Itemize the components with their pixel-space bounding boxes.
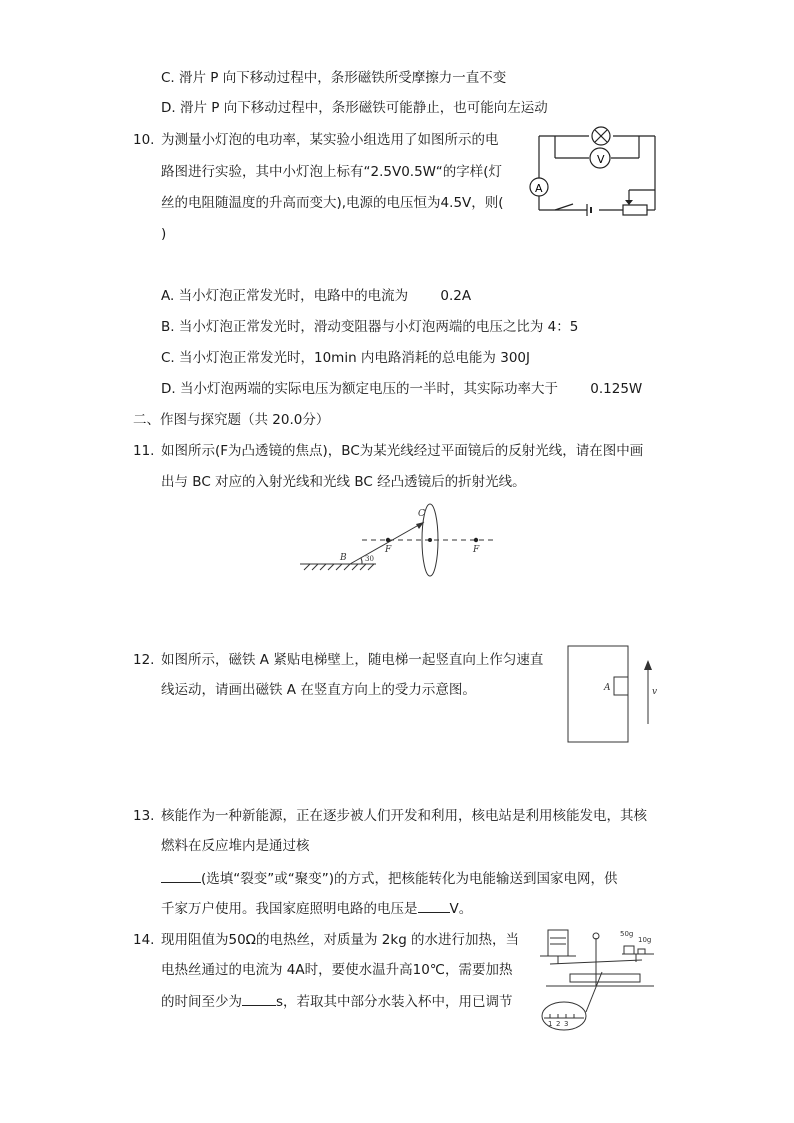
q11-stem-line1: 如图所示(F为凸透镜的焦点)，BC为某光线经过平面镜后的反射光线，请在图中画 bbox=[161, 443, 644, 459]
weight-10g-label: 10g bbox=[638, 936, 652, 944]
ammeter-label: A bbox=[535, 182, 543, 195]
label-f-right: F bbox=[473, 545, 480, 555]
q10-option-a bbox=[161, 286, 471, 306]
scale-mark-3: 3 bbox=[564, 1020, 569, 1028]
q10-stem-line1: 为测量小灯泡的电功率，某实验小组选用了如图所示的电 bbox=[161, 132, 499, 148]
q12-stem-line1: 如图所示，磁铁 A 紧贴电梯壁上，随电梯一起竖直向上作匀速直 bbox=[161, 652, 544, 668]
q14-number: 14. bbox=[133, 932, 155, 948]
q14-stem-line1: 现用阻值为50Ω的电热丝，对质量为 2kg 的水进行加热，当 bbox=[161, 932, 520, 948]
q10-stem-line2: 路图进行实验，其中小灯泡上标有“2.5V0.5W“的字样(灯 bbox=[161, 164, 503, 180]
q10-option-d-text: D. 当小灯泡两端的实际电压为额定电压的一半时，其实际功率大于 bbox=[161, 381, 558, 397]
q14-balance-diagram bbox=[536, 920, 666, 1032]
focus-right-dot bbox=[474, 538, 478, 542]
weight-50g-label: 50g bbox=[620, 930, 634, 938]
q11-number: 11. bbox=[133, 443, 155, 459]
q11-stem-line2: 出与 BC 对应的入射光线和光线 BC 经凸透镜后的折射光线。 bbox=[161, 474, 526, 490]
label-b: B bbox=[340, 553, 347, 563]
q14-blank-1[interactable] bbox=[242, 991, 276, 1006]
q13-stem-line3 bbox=[161, 868, 618, 889]
focus-left-dot bbox=[386, 538, 390, 542]
q14-stem-line3 bbox=[161, 991, 513, 1012]
scale-mark-1: 1 bbox=[548, 1020, 553, 1028]
q10-option-c: C. 当小灯泡正常发光时，10min 内电路消耗的总电能为 300J bbox=[161, 350, 530, 366]
q10-number: 10. bbox=[133, 132, 155, 148]
q9-option-d: D. 滑片 P 向下移动过程中，条形磁铁可能静止，也可能向左运动 bbox=[161, 100, 548, 116]
q12-elevator-diagram bbox=[566, 644, 666, 746]
section-2-title: 二、作图与探究题（共 20.0分） bbox=[133, 412, 330, 428]
q14-stem-line2: 电热丝通过的电流为 4A时，要使水温升高10℃，需要加热 bbox=[161, 962, 513, 978]
q10-option-d bbox=[161, 379, 642, 399]
q13-stem-line2: 燃料在反应堆内是通过核 bbox=[161, 838, 310, 854]
q14-stem-line3-text-b: s，若取其中部分水装入杯中，用已调节 bbox=[276, 994, 513, 1010]
velocity-arrow-icon bbox=[644, 660, 652, 670]
q10-option-b: B. 当小灯泡正常发光时，滑动变阻器与小灯泡两端的电压之比为 4：5 bbox=[161, 319, 579, 335]
q11-lens-diagram bbox=[290, 498, 520, 580]
q10-option-a-text: A. 当小灯泡正常发光时，电路中的电流为 bbox=[161, 288, 409, 304]
optical-center-dot bbox=[428, 538, 432, 542]
q13-stem-line4 bbox=[161, 898, 472, 919]
q13-stem-line4-text-a: 千家万户使用。我国家庭照明电路的电压是 bbox=[161, 901, 418, 917]
q13-number: 13. bbox=[133, 808, 155, 824]
q10-stem-line3: 丝的电阻随温度的升高而变大),电源的电压恒为4.5V，则( bbox=[161, 195, 504, 211]
voltmeter-label: V bbox=[597, 153, 605, 166]
q10-stem-line4: ) bbox=[161, 226, 167, 242]
q10-option-a-value: 0.2A bbox=[440, 288, 472, 304]
q13-stem-line4-text-b: V。 bbox=[449, 901, 473, 917]
q14-stem-line3-text-a: 的时间至少为 bbox=[161, 994, 242, 1010]
label-f-left: F bbox=[385, 545, 392, 555]
label-velocity-v: v bbox=[652, 687, 658, 697]
q10-circuit-diagram bbox=[525, 124, 665, 224]
label-c: C bbox=[418, 509, 425, 519]
q12-number: 12. bbox=[133, 652, 155, 668]
label-angle: 30 bbox=[365, 555, 374, 563]
q13-stem-line3-text: (选填“裂变”或“聚变”)的方式，把核能转化为电能输送到国家电网，供 bbox=[201, 871, 618, 887]
q9-option-c: C. 滑片 P 向下移动过程中，条形磁铁所受摩擦力一直不变 bbox=[161, 70, 507, 86]
q10-option-d-value: 0.125W bbox=[590, 381, 643, 397]
q13-stem-line1: 核能作为一种新能源，正在逐步被人们开发和利用，核电站是利用核能发电，其核 bbox=[161, 808, 647, 824]
q12-stem-line2: 线运动，请画出磁铁 A 在竖直方向上的受力示意图。 bbox=[161, 682, 476, 698]
label-magnet-a: A bbox=[604, 683, 611, 693]
q13-blank-1[interactable] bbox=[161, 868, 201, 883]
q13-blank-2[interactable] bbox=[418, 898, 450, 913]
slider-arrow-icon bbox=[625, 200, 633, 205]
scale-mark-2: 2 bbox=[556, 1020, 561, 1028]
